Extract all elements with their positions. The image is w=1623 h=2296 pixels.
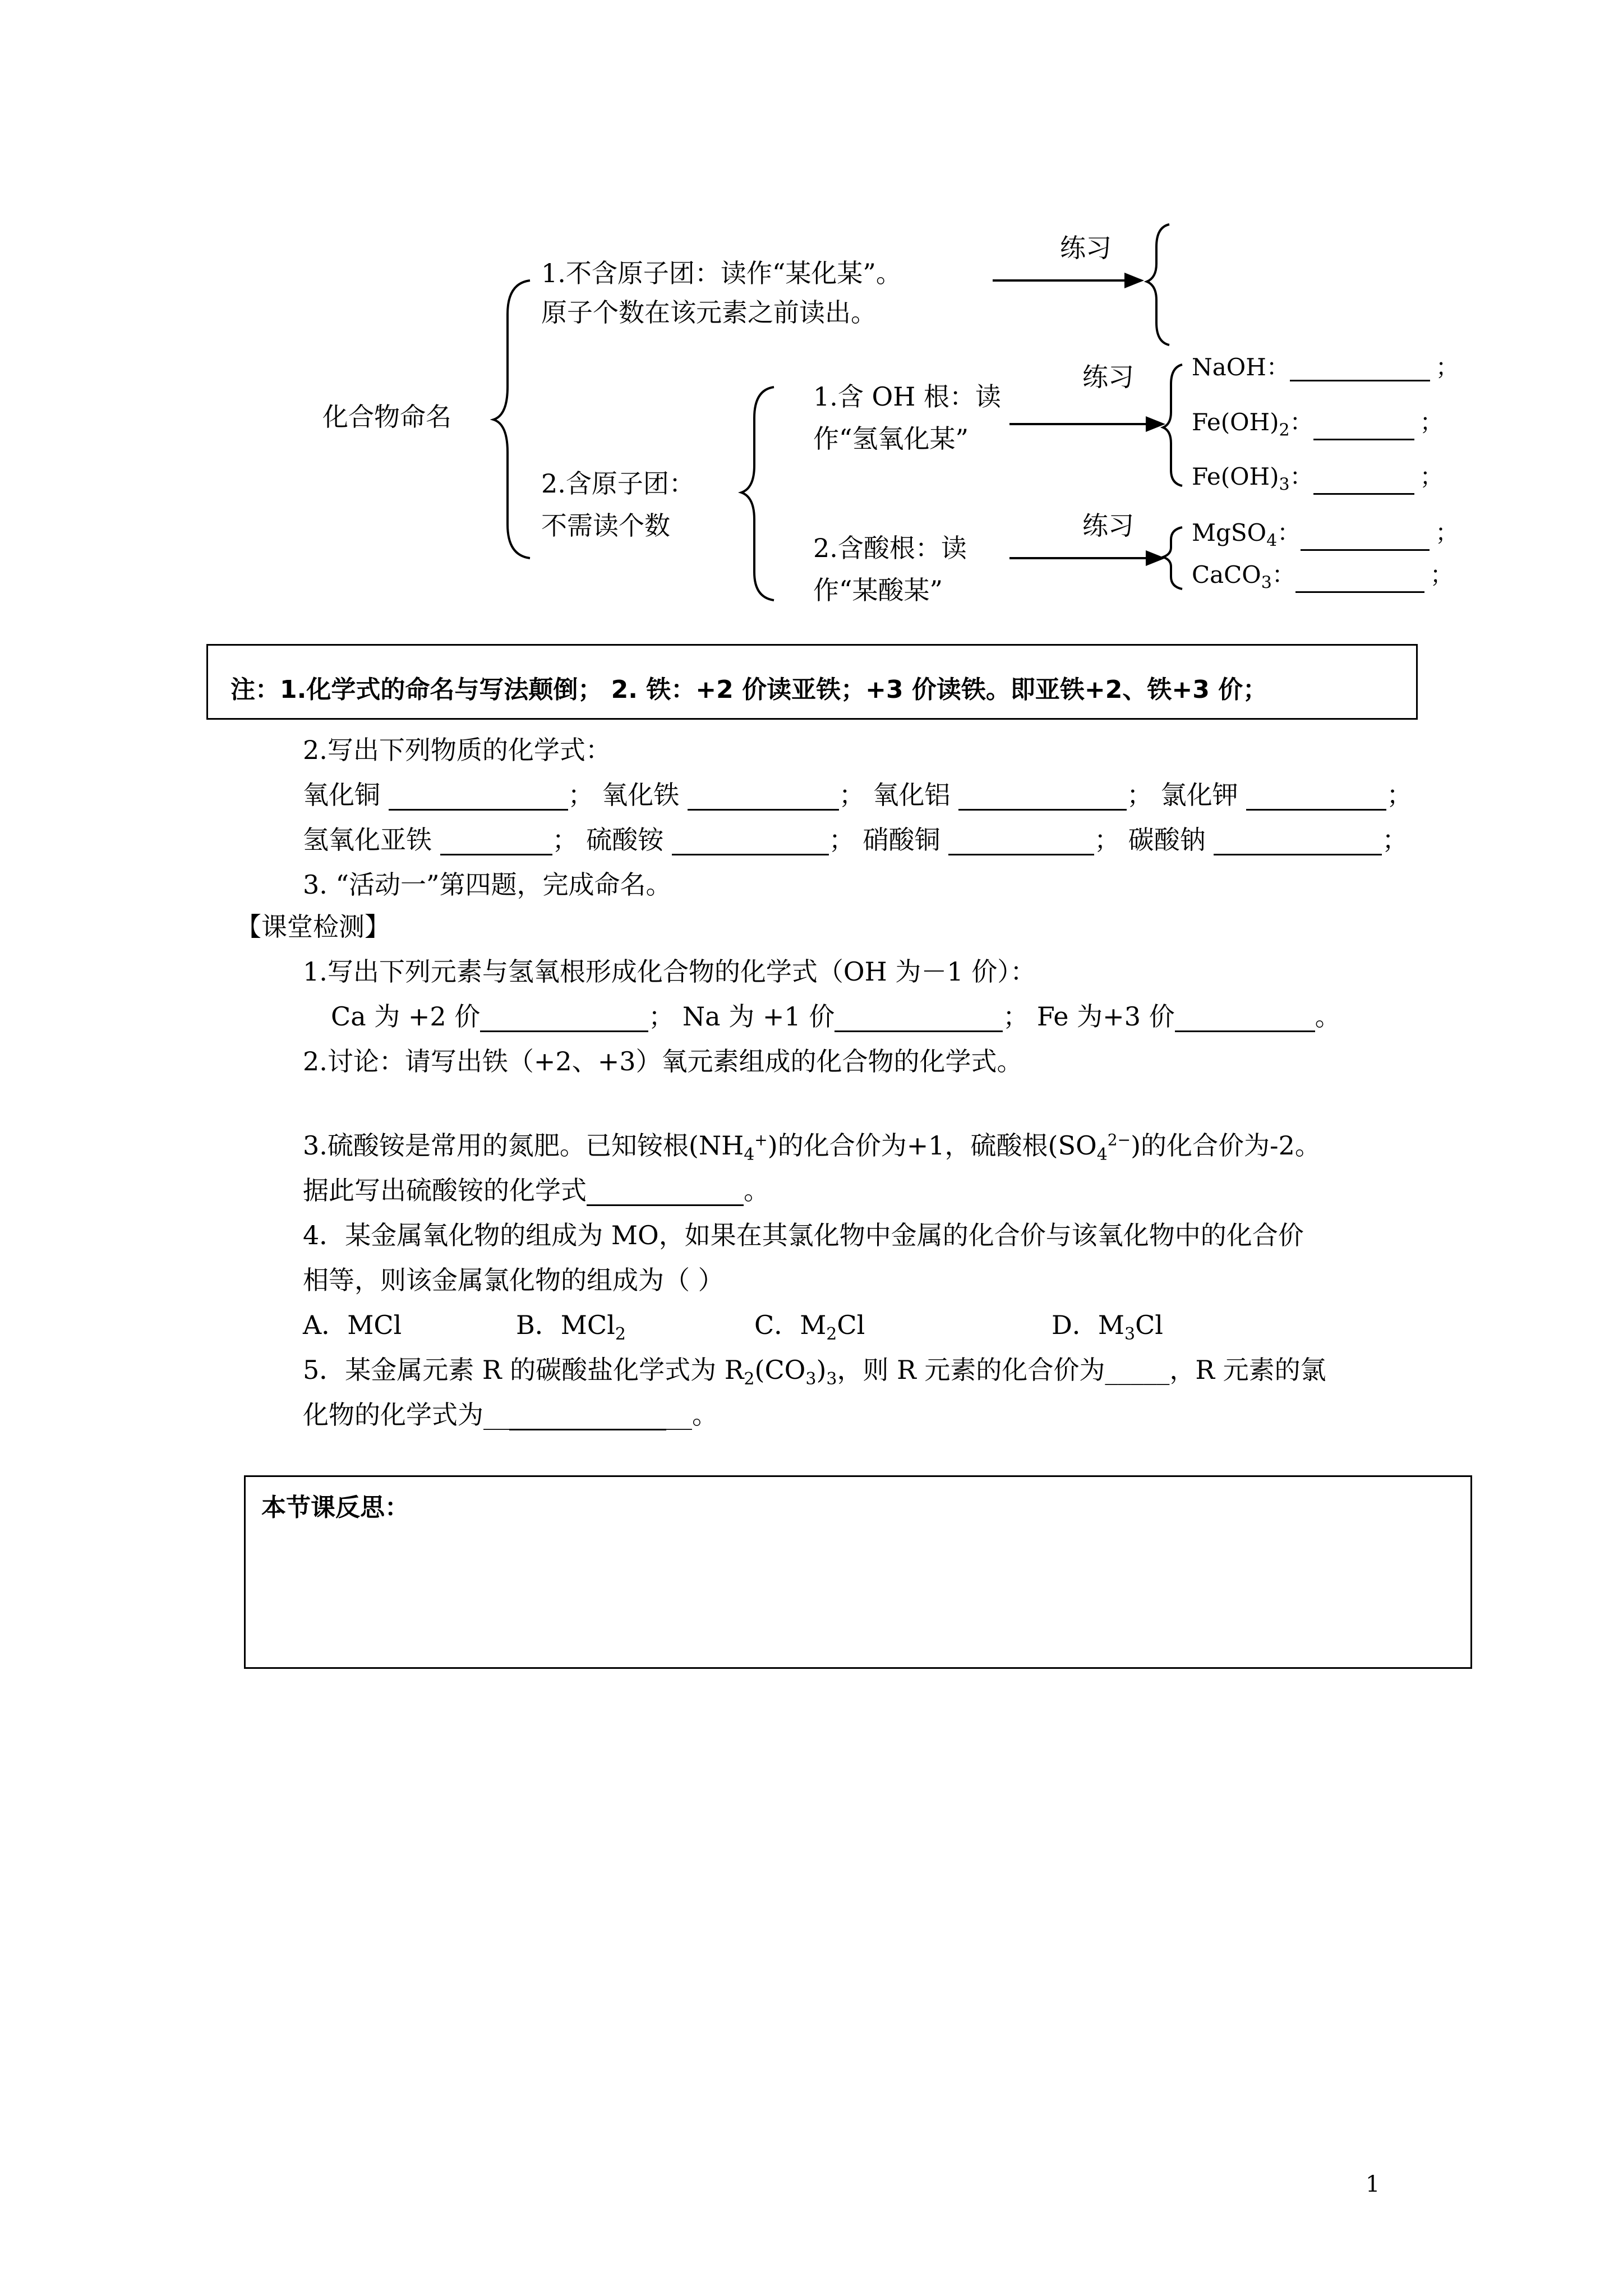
- check-q2: 2.讨论：请写出铁（+2、+3）氧元素组成的化合物的化学式。: [303, 1046, 1023, 1076]
- practice-label-3: 练习: [1082, 510, 1134, 541]
- exercise-naoh: NaOH： ；: [1192, 353, 1459, 381]
- answer-line[interactable]: [958, 786, 1127, 811]
- answer-line[interactable]: [509, 1406, 666, 1430]
- answer-line-feoh3[interactable]: [1313, 471, 1414, 495]
- reflection-box: [244, 1475, 1472, 1669]
- check-heading: 【课堂检测】: [236, 912, 390, 942]
- branch2-line1: 2.含原子团：: [541, 468, 695, 499]
- answer-line[interactable]: [1214, 831, 1382, 855]
- brace-practice2: [1163, 365, 1182, 486]
- practice-label-2: 练习: [1082, 362, 1134, 392]
- check-q4-line1: 4．某金属氧化物的组成为 MO，如果在其氯化物中金属的化合价与该氧化物中的化合价: [303, 1220, 1304, 1250]
- arrow-head-3: [1146, 550, 1165, 566]
- arrow-head-1: [1124, 273, 1144, 288]
- sub2-line2: 作“某酸某”: [813, 575, 943, 605]
- check-q4-option-b[interactable]: B．MCl$_2$: [516, 1310, 626, 1345]
- arrow-head-2: [1146, 416, 1165, 432]
- sub2-line1: 2.含酸根：读: [813, 533, 967, 563]
- answer-line[interactable]: [440, 831, 552, 855]
- check-q4-line2: 相等，则该金属氯化物的组成为（ ）: [303, 1265, 724, 1295]
- check-q3-line2: 据此写出硫酸铵的化学式 。: [303, 1175, 769, 1205]
- answer-line[interactable]: [834, 1008, 1003, 1032]
- exercise-caco3: CaCO$_3$： ；: [1192, 561, 1454, 593]
- reflection-label: 本节课反思：: [261, 1493, 409, 1522]
- answer-line[interactable]: [389, 786, 568, 811]
- answer-line-mgso4[interactable]: [1301, 527, 1430, 551]
- branch2-line2: 不需读个数: [541, 510, 670, 541]
- answer-line-feoh2[interactable]: [1313, 416, 1414, 440]
- section2-item3: 3. “活动一”第四题，完成命名。: [303, 869, 672, 900]
- answer-line[interactable]: [1246, 786, 1386, 811]
- sub1-line2: 作“氢氧化某”: [813, 424, 969, 454]
- check-q5-line2: 化物的化学式为__ __。: [303, 1400, 718, 1430]
- answer-line[interactable]: [948, 831, 1094, 855]
- practice-label-1: 练习: [1060, 233, 1112, 263]
- exercise-feoh3: $Fe(OH)_3$： ；: [1192, 463, 1444, 495]
- answer-line[interactable]: [1175, 1008, 1315, 1032]
- check-q1-answers: Ca 为 +2 价 ； Na 为 +1 价 ； Fe 为+3 价 。: [331, 1001, 1341, 1032]
- exercise-feoh2: $Fe(OH)_2$： ；: [1192, 408, 1444, 440]
- brace-practice1: [1147, 224, 1169, 345]
- check-q3-line1: 3.硫酸铵是常用的氮肥。已知铵根$(NH_4^+)$的化合价为+1，硫酸根$(SO_4^{2-})$的化合价为-2。: [303, 1130, 1321, 1165]
- answer-line[interactable]: [480, 1008, 648, 1032]
- exercise-mgso4: MgSO$_4$： ；: [1192, 519, 1459, 551]
- branch1-line1: 1.不含原子团：读作“某化某”。: [541, 258, 902, 288]
- answer-line[interactable]: [587, 1182, 744, 1206]
- brace-practice3: [1163, 527, 1182, 589]
- check-q4-option-d[interactable]: D．$M_3Cl$: [1052, 1310, 1163, 1345]
- section2-heading: 2.写出下列物质的化学式：: [303, 735, 611, 765]
- page-number: 1: [1366, 2171, 1380, 2197]
- sub1-line1: 1.含 OH 根：读: [813, 381, 1001, 412]
- brace-main: [494, 280, 530, 558]
- diagram-root: 化合物命名: [322, 402, 451, 432]
- check-q4-option-a[interactable]: A．MCl: [303, 1310, 402, 1340]
- answer-line-caco3[interactable]: [1295, 569, 1424, 593]
- answer-line[interactable]: [672, 831, 829, 855]
- branch1-line2: 原子个数在该元素之前读出。: [541, 297, 877, 328]
- check-q5-line1: 5．某金属元素 R 的碳酸盐化学式为 $R_2(CO_3)_3$，则 R 元素的化合价为_____，R 元素的氯: [303, 1355, 1326, 1389]
- check-q1: 1.写出下列元素与氢氧根形成化合物的化学式（OH 为－1 价）：: [303, 956, 1036, 987]
- note-text: 注：1.化学式的命名与写法颠倒； 2. 铁：+2 价读亚铁；+3 价读铁。即亚铁+2、铁+3 价；: [230, 675, 1268, 704]
- check-q4-option-c[interactable]: C．$M_2Cl$: [754, 1310, 865, 1345]
- section2-row1: 氧化铜 ； 氧化铁 ； 氧化铝 ； 氯化钾 ；: [303, 780, 1413, 810]
- section2-row2: 氢氧化亚铁 ； 硫酸铵 ； 硝酸铜 ； 碳酸钠 ；: [303, 825, 1408, 855]
- answer-line-naoh[interactable]: [1290, 357, 1430, 381]
- answer-line[interactable]: [688, 786, 839, 811]
- note-box: [206, 644, 1418, 720]
- brace-sub: [741, 387, 774, 600]
